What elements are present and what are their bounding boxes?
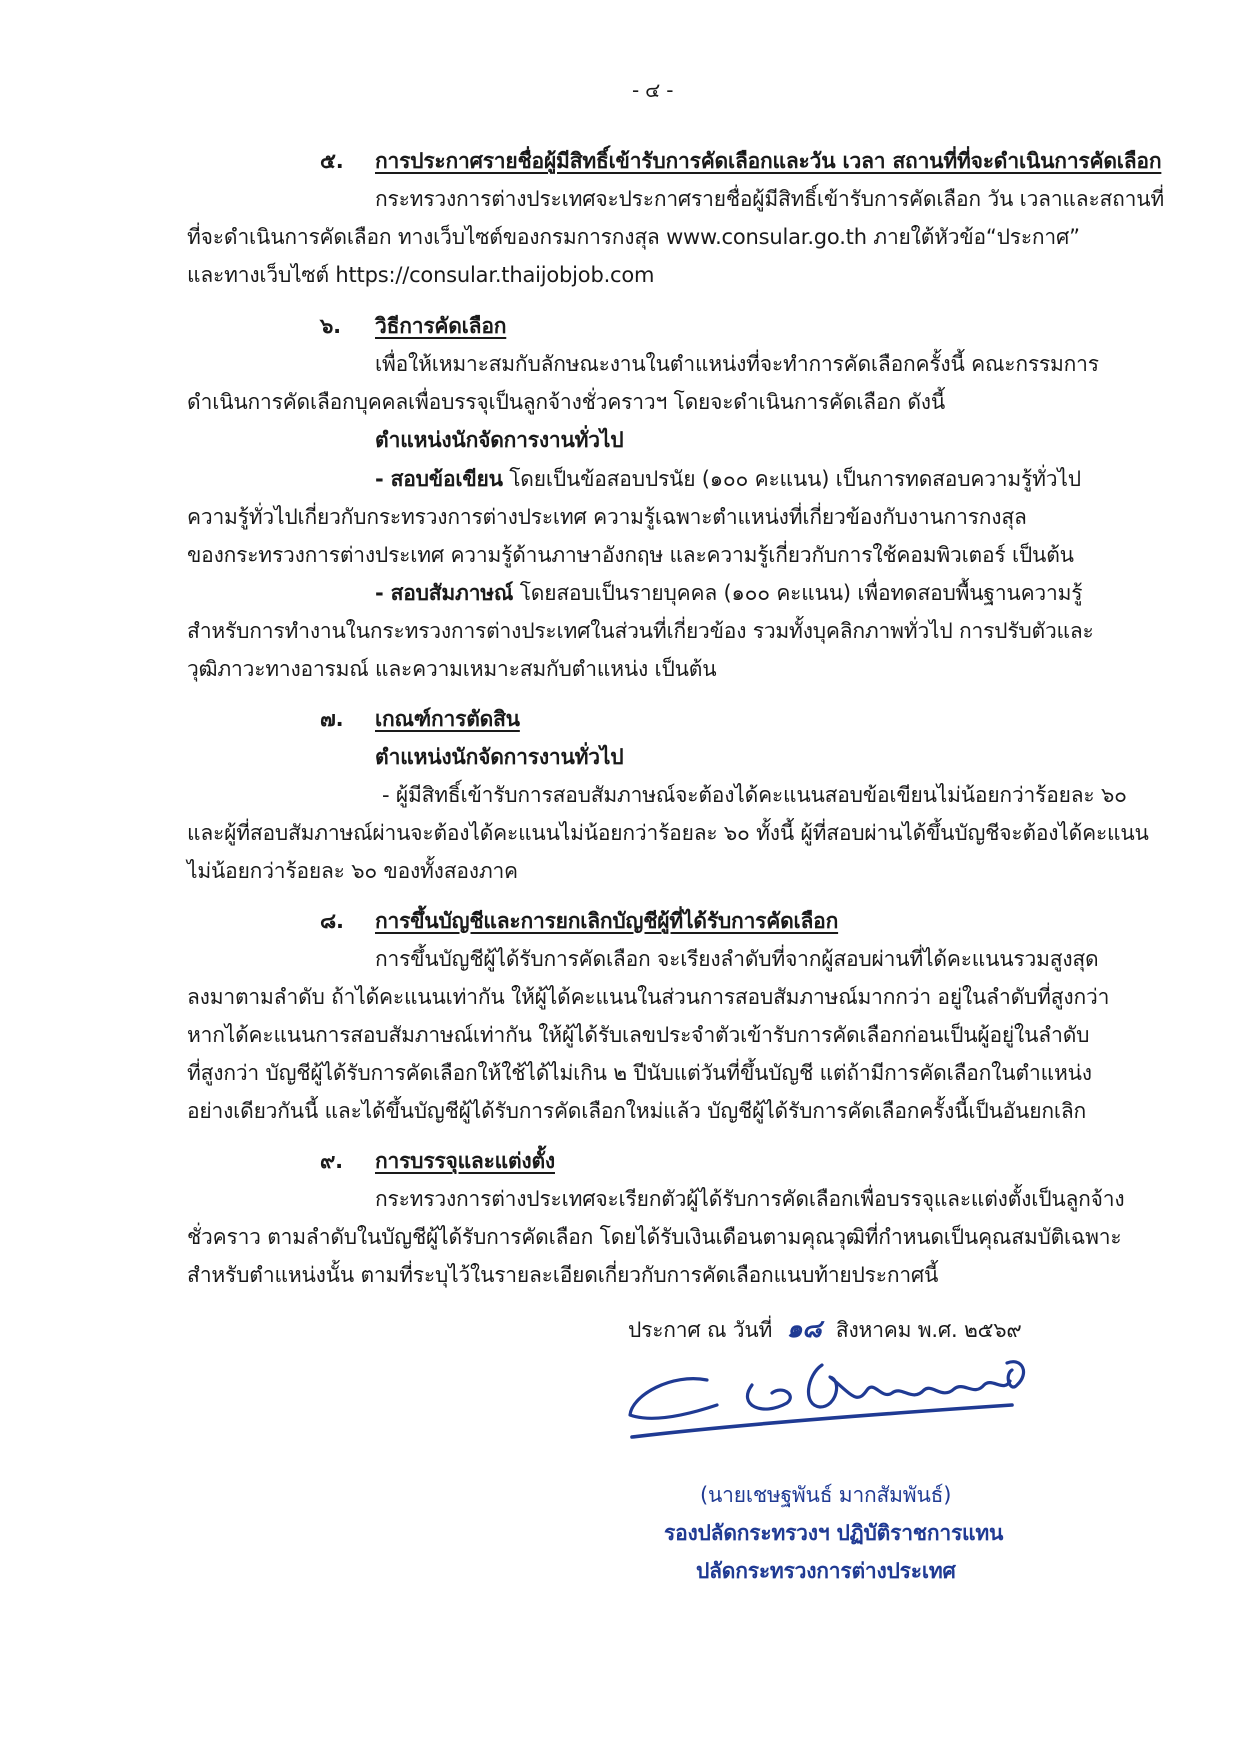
section-8-heading [320,908,838,934]
section-8-line-1: การขึ้นบัญชีผู้ได้รับการคัดเลือก จะเรียงลำดับที่จากผู้สอบผ่านที่ได้คะแนนรวมสูงสุด [375,947,1099,971]
announcement-suffix: สิงหาคม พ.ศ. ๒๕๖๙ [835,1318,1022,1342]
section-6-written-line-1 [375,466,1081,492]
section-6-title: วิธีการคัดเลือก [375,314,507,338]
section-8-title: การขึ้นบัญชีและการยกเลิกบัญชีผู้ที่ได้รับการคัดเลือก [375,909,839,933]
section-6-interview-line-3: วุฒิภาวะทางอารมณ์ และความเหมาะสมกับตำแหน่ง เป็นต้น [187,657,717,681]
signer-name: (นายเชษฐพันธ์ มากสัมพันธ์) [700,1483,952,1507]
section-7-line-1: - ผู้มีสิทธิ์เข้ารับการสอบสัมภาษณ์จะต้องได้คะแนนสอบข้อเขียนไม่น้อยกว่าร้อยละ ๖๐ [382,783,1127,807]
section-5-heading [320,148,1161,174]
section-6-interview-line-1 [375,580,1082,606]
section-9-line-2: ชั่วคราว ตามลำดับในบัญชีผู้ได้รับการคัดเลือก โดยได้รับเงินเดือนตามคุณวุฒิที่กำหนดเป็นคุณสมบัติเฉพาะ [187,1225,1122,1249]
section-5-line-2: ที่จะดำเนินการคัดเลือก ทางเว็บไซต์ของกรมการกงสุล www.consular.go.th ภายใต้หัวข้อ“ประกาศ” [187,225,1080,249]
section-7-heading [320,706,520,732]
section-6-written-line-3: ของกระทรวงการต่างประเทศ ความรู้ด้านภาษาอังกฤษ และความรู้เกี่ยวกับการใช้คอมพิวเตอร์ เป็นต้น [187,543,1074,567]
announcement-day: ๑๘ [786,1314,822,1343]
section-5-line-3: และทางเว็บไซต์ https://consular.thaijobjob.com [187,263,655,287]
section-8-line-3: หากได้คะแนนการสอบสัมภาษณ์เท่ากัน ให้ผู้ได้รับเลขประจำตัวเข้ารับการคัดเลือกก่อนเป็นผู้อยู่ในลำดับ [187,1023,1090,1047]
section-9-line-1: กระทรวงการต่างประเทศจะเรียกตัวผู้ได้รับการคัดเลือกเพื่อบรรจุและแต่งตั้งเป็นลูกจ้าง [375,1187,1125,1211]
section-6-heading [320,313,506,339]
announcement-date [628,1316,1022,1343]
section-6-line-1: เพื่อให้เหมาะสมกับลักษณะงานในตำแหน่งที่จะทำการคัดเลือกครั้งนี้ คณะกรรมการ [375,352,1099,376]
written-exam-text: โดยเป็นข้อสอบปรนัย (๑๐๐ คะแนน) เป็นการทดสอบความรู้ทั่วไป [502,467,1081,491]
section-6-line-2: ดำเนินการคัดเลือกบุคคลเพื่อบรรจุเป็นลูกจ้างชั่วคราวฯ โดยจะดำเนินการคัดเลือก ดังนี้ [187,390,945,414]
section-6-position: ตำแหน่งนักจัดการงานทั่วไป [375,428,624,452]
section-8-line-2: ลงมาตามลำดับ ถ้าได้คะแนนเท่ากัน ให้ผู้ได้คะแนนในส่วนการสอบสัมภาษณ์มากกว่า อยู่ในลำดับที่สูงกว่า [187,985,1110,1009]
section-9-line-3: สำหรับตำแหน่งนั้น ตามที่ระบุไว้ในรายละเอียดเกี่ยวกับการคัดเลือกแนบท้ายประกาศนี้ [187,1263,939,1287]
section-9-title: การบรรจุและแต่งตั้ง [375,1149,555,1173]
section-7-line-2: และผู้ที่สอบสัมภาษณ์ผ่านจะต้องได้คะแนนไม่น้อยกว่าร้อยละ ๖๐ ทั้งนี้ ผู้ที่สอบผ่านได้ขึ้นบัญชีจะต้องได้คะแนน [187,821,1149,845]
announcement-prefix: ประกาศ ณ วันที่ [628,1318,773,1342]
section-5-title: การประกาศรายชื่อผู้มีสิทธิ์เข้ารับการคัดเลือกและวัน เวลา สถานที่ที่จะดำเนินการคัดเลือก [375,149,1162,173]
section-8-line-5: อย่างเดียวกันนี้ และได้ขึ้นบัญชีผู้ได้รับการคัดเลือกใหม่แล้ว บัญชีผู้ได้รับการคัดเลือกครั้งนี้เป็นอันยกเลิก [187,1099,1086,1123]
interview-label: - สอบสัมภาษณ์ [375,581,514,605]
section-5-number: ๕. [320,149,344,173]
section-6-number: ๖. [320,314,341,338]
signer-title-2: ปลัดกระทรวงการต่างประเทศ [696,1559,956,1583]
interview-text: โดยสอบเป็นรายบุคคล (๑๐๐ คะแนน) เพื่อทดสอบพื้นฐานความรู้ [513,581,1083,605]
section-7-position: ตำแหน่งนักจัดการงานทั่วไป [375,745,624,769]
written-exam-label: - สอบข้อเขียน [375,467,503,491]
signature-image [612,1345,1052,1475]
signer-title-1: รองปลัดกระทรวงฯ ปฏิบัติราชการแทน [664,1521,1004,1545]
section-7-title: เกณฑ์การตัดสิน [375,707,520,731]
section-6-written-line-2: ความรู้ทั่วไปเกี่ยวกับกระทรวงการต่างประเทศ ความรู้เฉพาะตำแหน่งที่เกี่ยวข้องกับงานการกงสุล [187,505,1027,529]
section-9-heading [320,1148,555,1174]
section-6-interview-line-2: สำหรับการทำงานในกระทรวงการต่างประเทศในส่วนที่เกี่ยวข้อง รวมทั้งบุคลิกภาพทั่วไป การปรับตัวและ [187,619,1094,643]
section-7-number: ๗. [320,707,344,731]
section-5-line-1: กระทรวงการต่างประเทศจะประกาศรายชื่อผู้มีสิทธิ์เข้ารับการคัดเลือก วัน เวลาและสถานที่ [375,187,1165,211]
section-7-line-3: ไม่น้อยกว่าร้อยละ ๖๐ ของทั้งสองภาค [187,859,518,883]
section-8-line-4: ที่สูงกว่า บัญชีผู้ได้รับการคัดเลือกให้ใช้ได้ไม่เกิน ๒ ปีนับแต่วันที่ขึ้นบัญชี แต่ถ้ามีการคัดเลือกในตำแหน่ง [187,1061,1092,1085]
page-number: - ๔ - [632,78,674,102]
section-8-number: ๘. [320,909,344,933]
section-9-number: ๙. [320,1149,343,1173]
